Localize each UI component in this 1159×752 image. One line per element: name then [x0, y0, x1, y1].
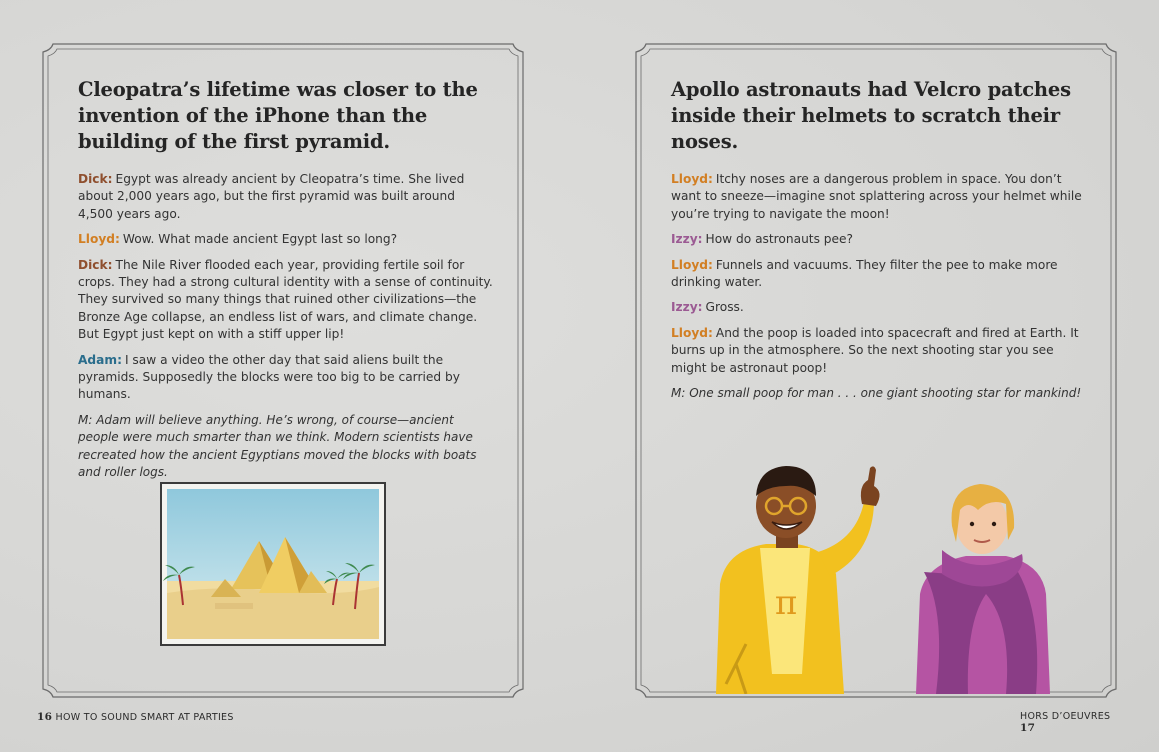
right-footer [1020, 711, 1118, 734]
dialogue-line [78, 171, 493, 223]
speaker-name: Adam: [78, 352, 122, 367]
right-page-number: 17 [1020, 722, 1036, 734]
izzy-character [916, 484, 1050, 694]
dialogue-text: Gross. [705, 300, 744, 315]
left-page-number: 16 [37, 711, 53, 723]
dialogue-line [671, 171, 1086, 223]
characters-illustration [706, 444, 1066, 694]
dialogue-line [671, 299, 1086, 316]
dialogue-text: I saw a video the other day that said aliens built the pyramids. Supposedly the blocks were too big to be carried by humans. [78, 352, 460, 402]
dialogue-text: The Nile River flooded each year, providing fertile soil for crops. They had a strong cultural identity with a sense of continuity. They survived so many things that ruined other civilizations—the Bronze Age collapse, an endless list of wars, and climate change. But Egypt just kept on with a stiff upper lip! [78, 257, 493, 342]
speaker-name: Dick: [78, 172, 113, 186]
speaker-name: Izzy: [671, 300, 703, 315]
left-running-head: HOW TO SOUND SMART AT PARTIES [55, 712, 234, 723]
dialogue-line [671, 257, 1086, 292]
dialogue-line [78, 231, 493, 248]
right-running-head: HORS D’OEUVRES [1020, 711, 1111, 722]
dialogue-text: Itchy noses are a dangerous problem in space. You don’t want to sneeze—imagine snot splattering across your helmet while you’re trying to navigate the moon! [671, 172, 1082, 221]
dialogue-line [78, 257, 493, 344]
lloyd-character [716, 466, 880, 694]
left-page-frame [37, 42, 525, 723]
speaker-name: Lloyd: [671, 172, 713, 186]
left-heading: Cleopatra’s lifetime was closer to the invention of the iPhone than the building of the first pyramid. [78, 78, 478, 153]
narrator-note: M: One small poop for man . . . one giant shooting star for mankind! [671, 386, 1082, 401]
dialogue-line [671, 231, 1086, 248]
speaker-name: Lloyd: [671, 257, 713, 272]
svg-text:π: π [774, 583, 798, 623]
right-heading: Apollo astronauts had Velcro patches inside their helmets to scratch their noses. [671, 78, 1071, 153]
dialogue-line [78, 352, 493, 404]
speaker-name: Lloyd: [671, 325, 713, 340]
dialogue-text: Funnels and vacuums. They filter the pee to make more drinking water. [671, 257, 1058, 290]
dialogue-line [671, 325, 1086, 377]
speaker-name: Lloyd: [78, 232, 120, 247]
narrator-note: M: Adam will believe anything. He’s wrong, of course—ancient people were much smarter than we think. Modern scientists have recreated how the ancient Egyptians moved the blocks with boats and roller logs. [78, 412, 477, 480]
dialogue-text: How do astronauts pee? [705, 232, 853, 247]
dialogue-text: And the poop is loaded into spacecraft and fired at Earth. It burns up in the atmosphere. So the next shooting star you see might be astronaut poop! [671, 325, 1079, 375]
speaker-name: Dick: [78, 257, 113, 272]
dialogue-text: Wow. What made ancient Egypt last so long? [122, 232, 398, 247]
dialogue-text: Egypt was already ancient by Cleopatra’s time. She lived about 2,000 years ago, but the first pyramid was built around 4,500 years ago. [78, 172, 465, 221]
right-page-frame [634, 42, 1118, 734]
pyramids-illustration [159, 481, 387, 647]
speaker-name: Izzy: [671, 232, 703, 247]
left-footer [37, 711, 234, 723]
